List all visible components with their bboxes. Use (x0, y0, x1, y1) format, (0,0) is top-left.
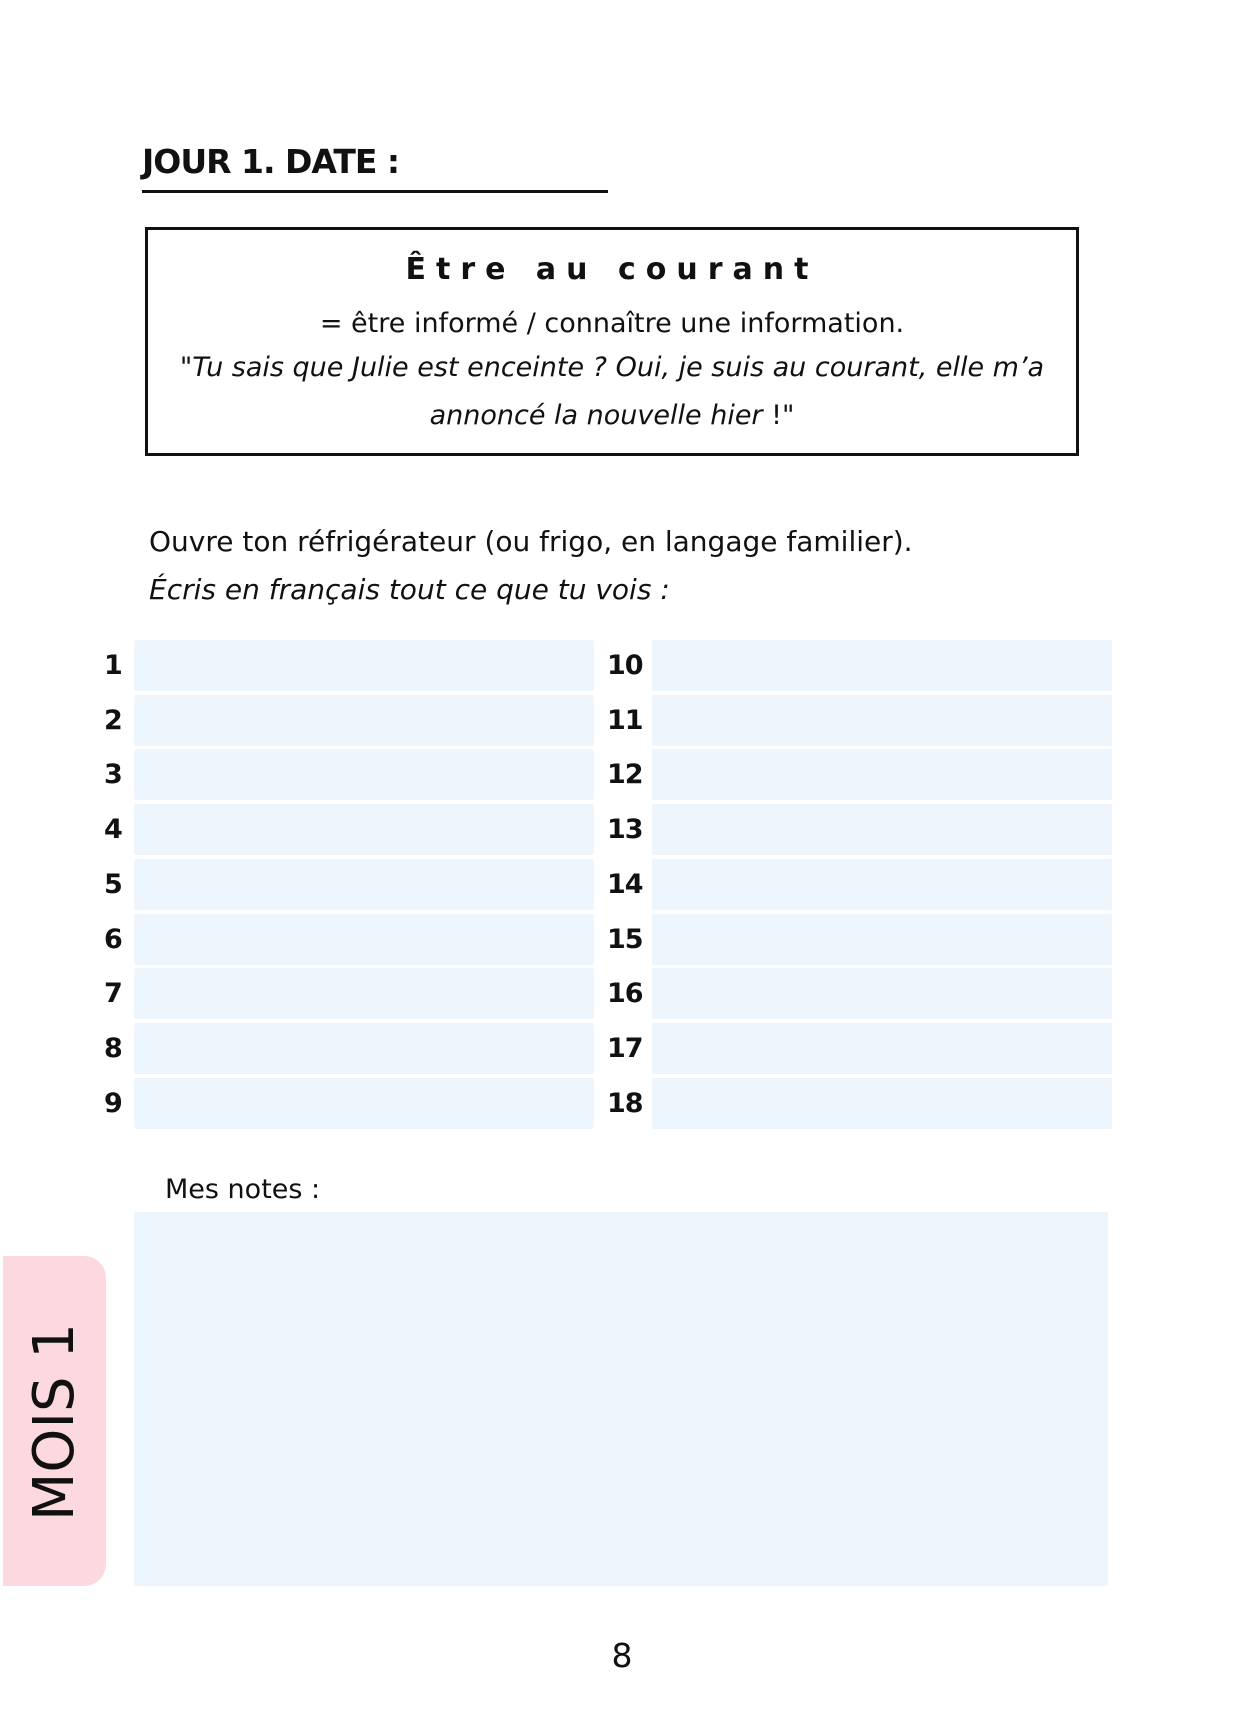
list-number-1: 1 (104, 650, 122, 681)
list-number-7: 7 (104, 978, 122, 1010)
list-entry-field-4[interactable] (134, 804, 594, 855)
list-number-11: 11 (607, 704, 643, 736)
example-open-quote: " (179, 352, 193, 383)
instruction-line-1: Ouvre ton réfrigérateur (ou frigo, en langage familier). (149, 525, 913, 558)
list-number-14: 14 (607, 868, 643, 900)
instruction-line-2: Écris en français tout ce que tu vois : (149, 573, 670, 606)
list-number-2: 2 (104, 704, 122, 736)
list-entry-field-9[interactable] (134, 1078, 594, 1129)
list-entry-field-8[interactable] (134, 1023, 594, 1074)
month-side-label: MOIS 1 (22, 1323, 87, 1521)
list-entry-field-14[interactable] (652, 859, 1112, 910)
list-entry-field-2[interactable] (134, 695, 594, 746)
instructions (149, 518, 913, 614)
list-entry-field-3[interactable] (134, 749, 594, 800)
list-number-3: 3 (104, 759, 122, 791)
list-number-13: 13 (607, 814, 643, 846)
list-entry-field-1[interactable] (134, 640, 594, 691)
list-entry-field-10[interactable] (652, 640, 1112, 691)
list-entry-field-6[interactable] (134, 914, 594, 965)
list-number-4: 4 (104, 814, 122, 846)
example-italic-text: Tu sais que Julie est enceinte ? Oui, je suis au courant, elle m’a annoncé la nouvelle hier (192, 352, 1045, 431)
expression-definition: = être informé / connaître une information. (319, 308, 905, 339)
list-number-5: 5 (104, 868, 122, 900)
expression-box (145, 227, 1079, 456)
list-number-18: 18 (607, 1087, 643, 1119)
list-number-15: 15 (607, 923, 643, 955)
notes-label: Mes notes : (165, 1174, 321, 1205)
list-number-16: 16 (607, 978, 643, 1010)
list-entry-field-5[interactable] (134, 859, 594, 910)
notes-area[interactable] (134, 1212, 1108, 1586)
list-number-17: 17 (607, 1032, 643, 1064)
day-date-heading: JOUR 1. DATE : (142, 142, 608, 193)
list-number-6: 6 (104, 923, 122, 955)
list-entry-field-16[interactable] (652, 968, 1112, 1019)
list-entry-field-18[interactable] (652, 1078, 1112, 1129)
list-entry-field-13[interactable] (652, 804, 1112, 855)
expression-example (148, 344, 1076, 440)
page-number: 8 (611, 1636, 633, 1675)
expression-title: Être au courant (405, 252, 819, 287)
list-number-9: 9 (104, 1087, 122, 1119)
list-number-8: 8 (104, 1032, 122, 1064)
month-side-tab (3, 1256, 106, 1586)
list-entry-field-17[interactable] (652, 1023, 1112, 1074)
list-number-10: 10 (607, 650, 643, 681)
list-number-12: 12 (607, 759, 643, 791)
list-entry-field-15[interactable] (652, 914, 1112, 965)
example-end: !" (762, 400, 795, 431)
list-entry-field-12[interactable] (652, 749, 1112, 800)
list-entry-field-7[interactable] (134, 968, 594, 1019)
list-entry-field-11[interactable] (652, 695, 1112, 746)
